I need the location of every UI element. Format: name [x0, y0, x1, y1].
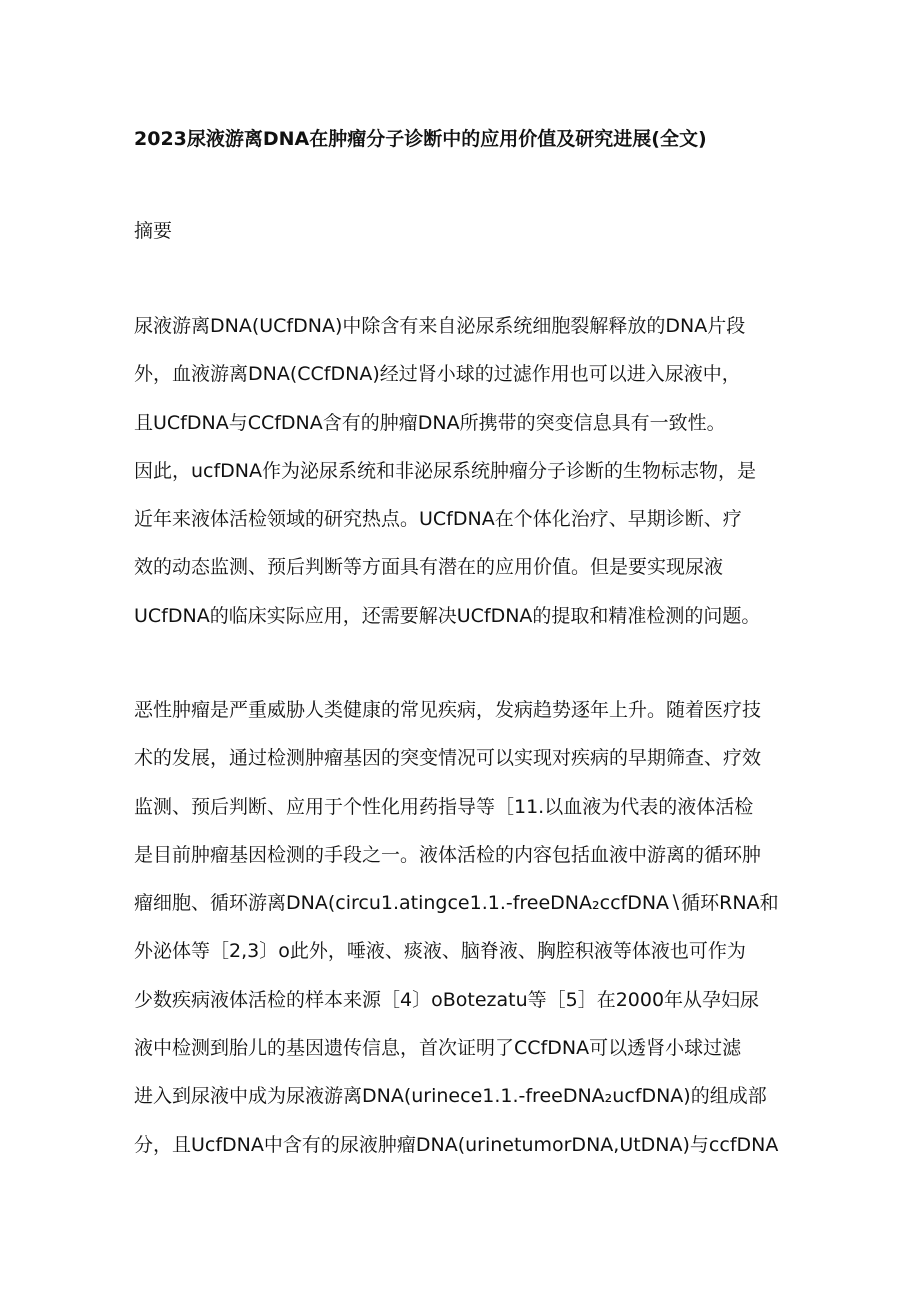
body-line: 液中检测到胎儿的基因遗传信息，首次证明了CCfDNA可以透肾小球过滤 — [134, 1037, 742, 1060]
body-line: 分，且UcfDNA中含有的尿液肿瘤DNA(urinetumorDNA,UtDNA)与ccfDNA — [134, 1133, 779, 1156]
body-line: 少数疾病液体活检的样本来源［4〕oBotezatu等［5］在2000年从孕妇尿 — [134, 988, 760, 1011]
document-title: 2023尿液游离DNA在肿瘤分子诊断中的应用价值及研究进展(全文) — [134, 128, 707, 150]
body-line: 外泌体等［2,3〕o此外，唾液、痰液、脑脊液、胸腔积液等体液也可作为 — [134, 940, 746, 963]
body-line: 瘤细胞、循环游离DNA(circu1.atingce1.1.-freeDNA₂ccfDNA∖循环RNA和 — [134, 892, 779, 915]
body-line: 是目前肿瘤基因检测的手段之一。液体活检的内容包括血液中游离的循环肿 — [134, 843, 762, 866]
abstract-line: UCfDNA的临床实际应用，还需要解决UCfDNA的提取和精准检测的问题。 — [134, 604, 761, 627]
abstract-line: 因此，ucfDNA作为泌尿系统和非泌尿系统肿瘤分子诊断的生物标志物，是 — [134, 459, 757, 482]
abstract-paragraph — [134, 313, 804, 651]
abstract-line: 外，血液游离DNA(CCfDNA)经过肾小球的过滤作用也可以进入尿液中， — [134, 363, 741, 386]
body-line: 恶性肿瘤是严重威胁人类健康的常见疾病，发病趋势逐年上升。随着医疗技 — [134, 699, 762, 721]
abstract-heading: 摘要 — [134, 220, 173, 242]
abstract-line: 且UCfDNA与CCfDNA含有的肿瘤DNA所携带的突变信息具有一致性。 — [134, 411, 726, 434]
body-line: 进入到尿液中成为尿液游离DNA(urinece1.1.-freeDNA₂ucfDNA)的组成部 — [134, 1085, 767, 1108]
abstract-line: 尿液游离DNA(UCfDNA)中除含有来自泌尿系统细胞裂解释放的DNA片段 — [134, 315, 746, 337]
body-line: 术的发展，通过检测肿瘤基因的突变情况可以实现对疾病的早期筛查、疗效 — [134, 747, 762, 770]
body-paragraph — [134, 697, 804, 1180]
body-line: 监测、预后判断、应用于个性化用药指导等［11.以血液为代表的液体活检 — [134, 795, 754, 818]
abstract-line: 近年来液体活检领域的研究热点。UCfDNA在个体化治疗、早期诊断、疗 — [134, 508, 742, 531]
abstract-line: 效的动态监测、预后判断等方面具有潜在的应用价值。但是要实现尿液 — [134, 556, 724, 579]
